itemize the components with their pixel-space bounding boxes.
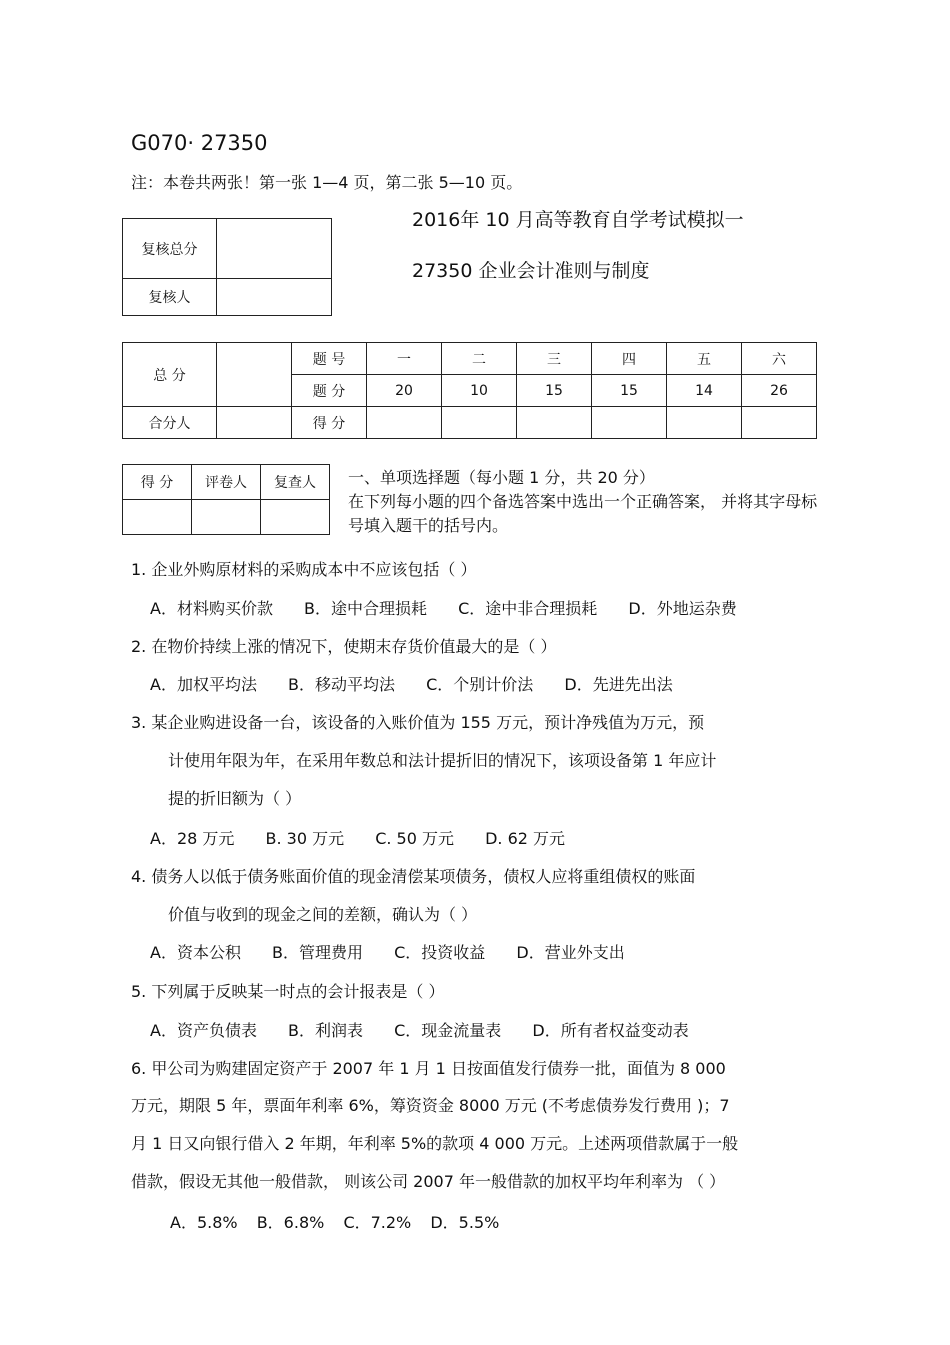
qscore-2: 10 xyxy=(442,375,517,407)
question-1-options xyxy=(150,596,763,619)
qscore-6: 26 xyxy=(742,375,817,407)
question-6: 6. 甲公司为购建固定资产于 2007 年 1 月 1 日按面值发行债券一批，面值为 8 000 xyxy=(131,1059,726,1078)
question-6-line-3: 月 1 日又向银行借入 2 年期，年利率 5%的款项 4 000 万元。上述两项借款属于一般 xyxy=(131,1134,739,1153)
option-d: D．先进先出法 xyxy=(564,675,673,694)
question-score-label: 题 分 xyxy=(292,375,367,407)
question-3-line-2: 计使用年限为年，在采用年数总和法计提折旧的情况下，该项设备第 1 年应计 xyxy=(168,751,717,770)
option-a: A．资本公积 xyxy=(150,943,241,962)
score-table xyxy=(122,342,817,439)
total-score-label: 总 分 xyxy=(123,343,217,407)
grader-table xyxy=(122,464,330,535)
question-3: 3. 某企业购进设备一台，该设备的入账价值为 155 万元，预计净残值为万元，预 xyxy=(131,713,705,732)
combiner-label: 合分人 xyxy=(123,407,217,439)
got-cell xyxy=(442,407,517,439)
option-b: B. 30 万元 xyxy=(265,829,345,848)
checker-cell xyxy=(261,500,330,535)
got-cell xyxy=(367,407,442,439)
option-c: C．7.2% xyxy=(343,1213,412,1232)
qscore-4: 15 xyxy=(592,375,667,407)
page-note: 注：本卷共两张！第一张 1—4 页，第二张 5—10 页。 xyxy=(131,173,523,192)
section-title: 一、单项选择题（每小题 1 分，共 20 分） xyxy=(348,468,655,487)
option-a: A．资产负债表 xyxy=(150,1021,257,1040)
total-review-cell xyxy=(217,219,332,279)
question-3-line-3: 提的折旧额为（ ） xyxy=(168,789,302,808)
grader-label: 评卷人 xyxy=(192,465,261,500)
option-c: C．途中非合理损耗 xyxy=(458,599,598,618)
question-2: 2. 在物价持续上涨的情况下，使期末存货价值最大的是（ ） xyxy=(131,637,557,656)
option-b: B．利润表 xyxy=(288,1021,364,1040)
question-4-line-2: 价值与收到的现金之间的差额，确认为（ ） xyxy=(168,905,478,924)
qnum-2: 二 xyxy=(442,343,517,375)
option-a: A．加权平均法 xyxy=(150,675,257,694)
option-a: A．5.8% xyxy=(170,1213,238,1232)
got-cell xyxy=(517,407,592,439)
question-6-options xyxy=(170,1210,525,1233)
review-table xyxy=(122,218,332,316)
question-6-line-2: 万元，期限 5 年，票面年利率 6%，筹资资金 8000 万元 (不考虑债券发行费用 )；7 xyxy=(131,1096,730,1115)
question-2-options xyxy=(150,672,699,695)
got-cell xyxy=(742,407,817,439)
qscore-3: 15 xyxy=(517,375,592,407)
option-c: C．投资收益 xyxy=(394,943,486,962)
score-cell xyxy=(123,500,192,535)
option-a: A．28 万元 xyxy=(150,829,235,848)
option-d: D. 62 万元 xyxy=(485,829,566,848)
option-a: A．材料购买价款 xyxy=(150,599,273,618)
exam-code: G070· 27350 xyxy=(131,131,268,155)
total-score-cell xyxy=(217,343,292,407)
qscore-1: 20 xyxy=(367,375,442,407)
option-c: C. 50 万元 xyxy=(375,829,454,848)
section-header xyxy=(348,466,828,538)
exam-title: 2016年 10 月高等教育自学考试模拟一 xyxy=(412,209,744,231)
qnum-3: 三 xyxy=(517,343,592,375)
option-c: C．现金流量表 xyxy=(394,1021,502,1040)
score-label: 得 分 xyxy=(123,465,192,500)
question-5-options xyxy=(150,1018,715,1041)
option-b: B．管理费用 xyxy=(272,943,364,962)
got-score-label: 得 分 xyxy=(292,407,367,439)
qnum-6: 六 xyxy=(742,343,817,375)
qnum-4: 四 xyxy=(592,343,667,375)
question-6-line-4: 借款，假设无其他一般借款， 则该公司 2007 年一般借款的加权平均年利率为 （ ） xyxy=(131,1172,726,1191)
qnum-5: 五 xyxy=(667,343,742,375)
grader-cell xyxy=(192,500,261,535)
checker-label: 复查人 xyxy=(261,465,330,500)
question-4: 4. 债务人以低于债务账面价值的现金清偿某项债务，债权人应将重组债权的账面 xyxy=(131,867,696,886)
option-d: D．所有者权益变动表 xyxy=(532,1021,689,1040)
total-review-label: 复核总分 xyxy=(123,219,217,279)
section-instruction: 在下列每小题的四个备选答案中选出一个正确答案， 并将其字母标号填入题干的括号内。 xyxy=(348,492,818,535)
option-d: D．5.5% xyxy=(430,1213,500,1232)
question-number-label: 题 号 xyxy=(292,343,367,375)
option-b: B．6.8% xyxy=(256,1213,325,1232)
option-c: C．个别计价法 xyxy=(426,675,534,694)
option-b: B．途中合理损耗 xyxy=(304,599,428,618)
got-cell xyxy=(667,407,742,439)
qscore-5: 14 xyxy=(667,375,742,407)
reviewer-cell xyxy=(217,279,332,316)
qnum-1: 一 xyxy=(367,343,442,375)
option-b: B．移动平均法 xyxy=(288,675,396,694)
reviewer-label: 复核人 xyxy=(123,279,217,316)
got-cell xyxy=(592,407,667,439)
question-5: 5. 下列属于反映某一时点的会计报表是（ ） xyxy=(131,982,445,1001)
question-4-options xyxy=(150,940,651,963)
option-d: D．营业外支出 xyxy=(516,943,625,962)
question-3-options xyxy=(150,826,591,849)
combiner-cell xyxy=(217,407,292,439)
question-1: 1. 企业外购原材料的采购成本中不应该包括（ ） xyxy=(131,560,477,579)
course-title: 27350 企业会计准则与制度 xyxy=(412,260,650,282)
option-d: D．外地运杂费 xyxy=(628,599,737,618)
